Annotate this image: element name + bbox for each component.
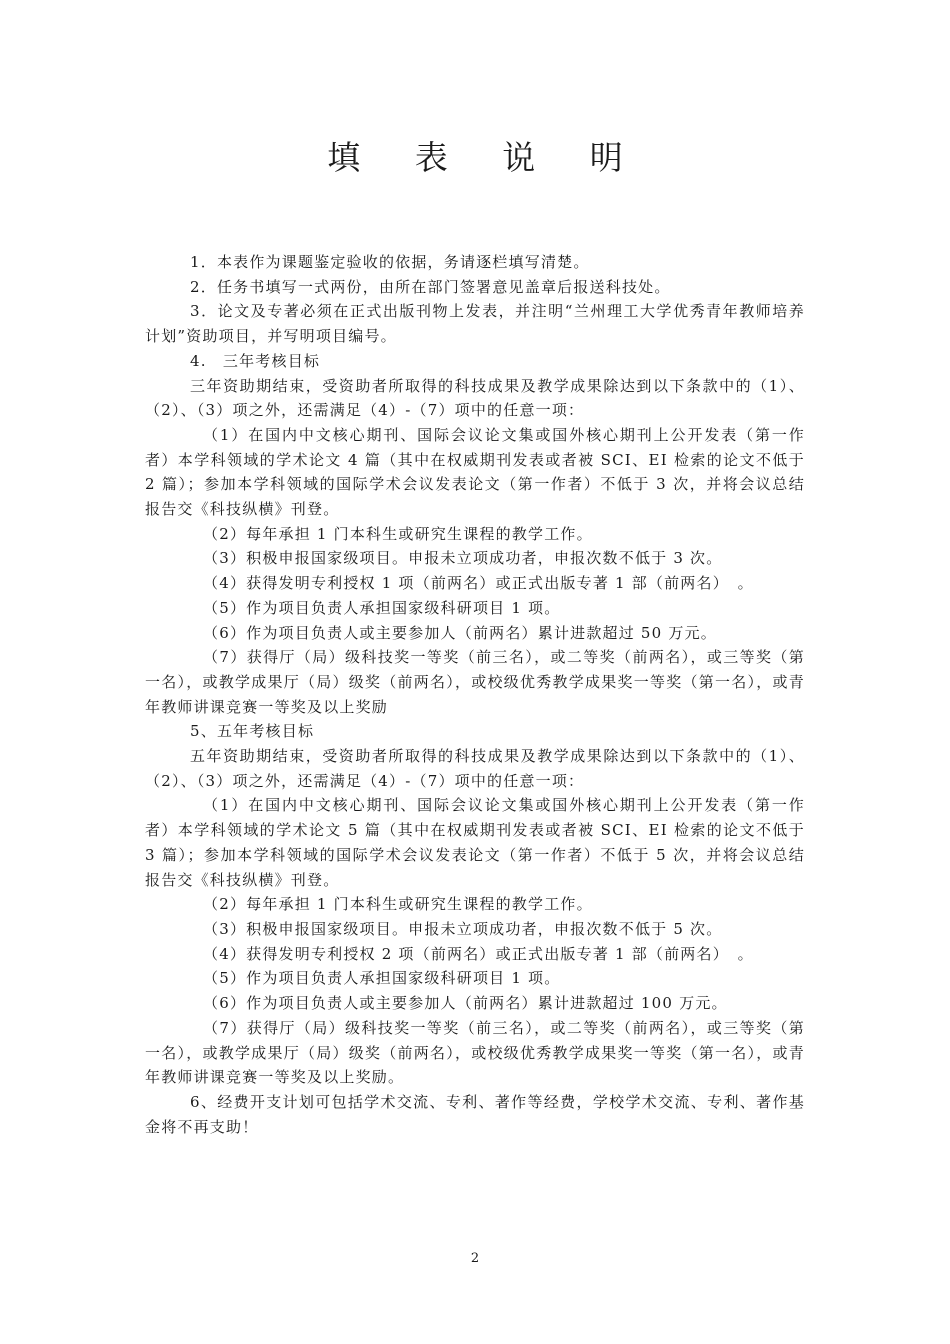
three-year-item-6: （6）作为项目负责人或主要参加人（前两名）累计进款超过 50 万元。 bbox=[203, 623, 717, 642]
paragraph-1: 1．本表作为课题鉴定验收的依据，务请逐栏填写清楚。 bbox=[190, 253, 590, 271]
five-year-item-7: （7）获得厅（局）级科技奖一等奖（前三名），或二等奖（前两名），或三等奖（第一名），或教学成果厅（局）级奖（前两名），或校级优秀教学成果奖一等奖（第一名），或青年教师讲课竞赛一等奖及以上奖励。 bbox=[145, 1018, 805, 1087]
five-year-item-2: （2）每年承担 1 门本科生或研究生课程的教学工作。 bbox=[203, 895, 593, 914]
three-year-item-2: （2）每年承担 1 门本科生或研究生课程的教学工作。 bbox=[203, 524, 593, 543]
paragraph-2: 2．任务书填写一式两份，由所在部门签署意见盖章后报送科技处。 bbox=[190, 277, 671, 296]
paragraph-funding-note: 6、经费开支计划可包括学术交流、专利、著作等经费，学校学术交流、专利、著作基金将不再支助！ bbox=[145, 1092, 805, 1136]
three-year-item-5: （5）作为项目负责人承担国家级科研项目 1 项。 bbox=[203, 598, 561, 617]
three-year-item-1: （1）在国内中文核心期刊、国际会议论文集或国外核心期刊上公开发表（第一作者）本学科领域的学术论文 4 篇（其中在权威期刊发表或者被 SCI、EI 检索的论文不低于 2 篇）；参加本学科领域的国际学术会议发表论文（第一作者）不低于 3 次，并将会议总结报告交《科技纵横》刊登。 bbox=[145, 425, 805, 519]
three-year-intro: 三年资助期结束，受资助者所取得的科技成果及教学成果除达到以下条款中的（1）、（2）、（3）项之外，还需满足（4）-（7）项中的任意一项： bbox=[145, 376, 805, 420]
instructions-body bbox=[145, 250, 805, 1139]
five-year-intro: 五年资助期结束，受资助者所取得的科技成果及教学成果除达到以下条款中的（1）、（2）、（3）项之外，还需满足（4）-（7）项中的任意一项： bbox=[145, 747, 805, 790]
three-year-item-4: （4）获得发明专利授权 1 项（前两名）或正式出版专著 1 部（前两名） 。 bbox=[203, 574, 754, 593]
section-heading-three-year: 4. 三年考核目标 bbox=[190, 351, 321, 370]
five-year-item-5: （5）作为项目负责人承担国家级科研项目 1 项。 bbox=[203, 969, 561, 988]
three-year-item-7: （7）获得厅（局）级科技奖一等奖（前三名），或二等奖（前两名），或三等奖（第一名），或教学成果厅（局）级奖（前两名），或校级优秀教学成果奖一等奖（第一名），或青年教师讲课竞赛一等奖及以上奖励 bbox=[145, 648, 805, 716]
three-year-item-3: （3）积极申报国家级项目。申报未立项成功者，申报次数不低于 3 次。 bbox=[203, 549, 723, 568]
paragraph-3: 3．论文及专著必须在正式出版刊物上发表，并注明“兰州理工大学优秀青年教师培养计划”资助项目，并写明项目编号。 bbox=[145, 302, 805, 346]
five-year-item-6: （6）作为项目负责人或主要参加人（前两名）累计进款超过 100 万元。 bbox=[203, 994, 728, 1013]
page-number: 2 bbox=[470, 1251, 480, 1266]
page-title: 填 表 说 明 bbox=[327, 138, 645, 177]
five-year-item-4: （4）获得发明专利授权 2 项（前两名）或正式出版专著 1 部（前两名） 。 bbox=[203, 944, 754, 963]
five-year-item-3: （3）积极申报国家级项目。申报未立项成功者，申报次数不低于 5 次。 bbox=[203, 919, 723, 938]
section-heading-five-year: 5、五年考核目标 bbox=[190, 722, 315, 741]
five-year-item-1: （1）在国内中文核心期刊、国际会议论文集或国外核心期刊上公开发表（第一作者）本学科领域的学术论文 5 篇（其中在权威期刊发表或者被 SCI、EI 检索的论文不低于 3 篇）；参加本学科领域的国际学术会议发表论文（第一作者）不低于 5 次，并将会议总结报告交《科技纵横》刊登。 bbox=[145, 796, 805, 889]
